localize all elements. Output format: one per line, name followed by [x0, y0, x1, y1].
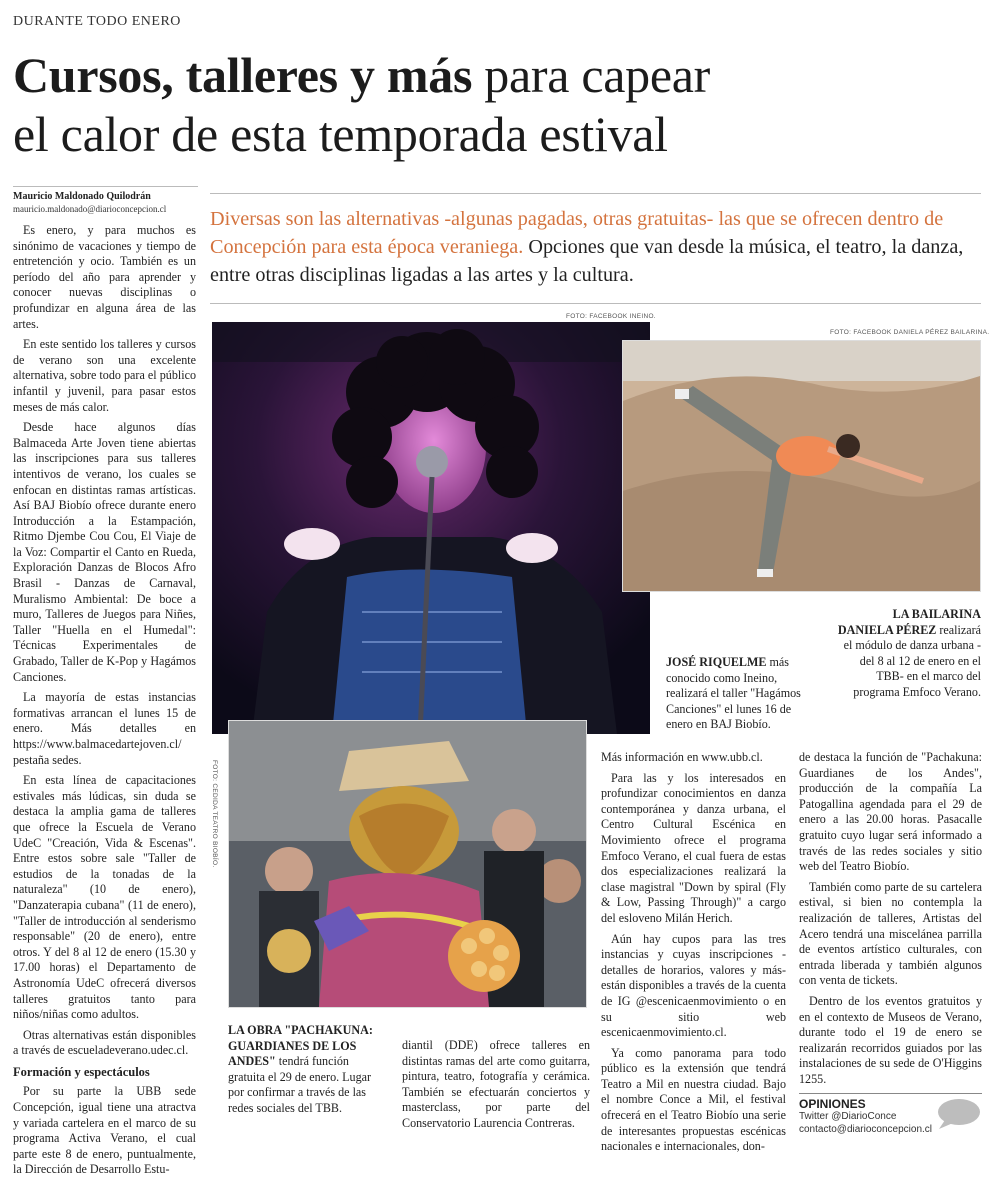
col4-paragraph: Dentro de los eventos gratuitos y en el contexto de Museos de Verano, durante todo el 19 de enero se realizarán recorridos guiados por las instalaciones de su sede de O'Higgins 1255.: [799, 993, 982, 1086]
headline: [13, 46, 993, 164]
byline-author: Mauricio Maldonado Quilodrán: [13, 191, 151, 202]
opiniones-twitter[interactable]: Twitter @DiarioConce: [799, 1111, 897, 1122]
col1-paragraph: En esta línea de capacitaciones estivales más lúdicas, sin duda se destaca la amplia gama de talleres que ofrece la Escuela de Verano UdeC "Creación, Vida & Escenas". Entre estos sobre sale "Taller de estudios de la tonadas de la naturaleza" (10 de enero), "Danzaterapia cubana" (11 de enero), "Taller de introducción al senderismo responsable" (20 de enero), entre otros. Y del 8 al 12 de enero (15.30 y 17.00 horas) el Departamento de Astronomía UdeC ofrecerá diversos talleres gratuitos tanto para niños/niñas como adultos.: [13, 773, 196, 1022]
lead-rest: Opciones que van desde la música, el teatro, la danza, entre otras disciplinas ligadas a las artes y la cultura.: [210, 236, 964, 286]
subheading: Formación y espectáculos: [13, 1064, 150, 1079]
col3-paragraph: Aún hay cupos para las tres instancias y cuyas inscripciones -detalles de horarios, valores y más- están disponibles a través de la cuenta de IG @escenicaenmovimiento o en su sitio web escenicaenmovimiento.cl.: [601, 931, 786, 1040]
headline-regular-2: el calor de esta temporada estival: [13, 106, 668, 162]
col3-paragraph: Para las y los interesados en profundizar conocimientos en danza contemporánea y danza urbana, el Centro Cultural Escénica en Movimiento ofrece el programa Emfoco Verano, el cual fuera de estas dos especializaciones realizará la clase magistral "Down by spiral (Fly & Low, Passing Through)" a cargo del esloveno Milán Herich.: [601, 770, 786, 925]
caption-pachakuna: [228, 1023, 378, 1117]
col4-paragraph: de destaca la función de "Pachakuna: Guardianes de los Andes", producción de la compañía La Patogallina agendada para el 29 de enero a las 20.00 horas. Pasacalle gratuito cuyo lugar será informado a través de las redes sociales y sitio web del Teatro Biobío.: [799, 750, 982, 874]
col1-paragraph: La mayoría de estas instancias formativas arrancan el lunes 15 de enero. Más detalles en https://www.balmacedartejoven.cl/ pestaña sedes.: [13, 690, 196, 767]
lead-bottom-rule: [210, 303, 981, 304]
column-4: [799, 750, 982, 1092]
col2-paragraph: diantil (DDE) ofrece talleres en distintas ramas del arte como guitarra, pintura, teatro, fotografía y cerámica. También se efectuarán conciertos y masterclass, por parte del Conservatorio Laurencia Contreras.: [402, 1038, 590, 1130]
lead-paragraph: [210, 205, 982, 289]
photo-singer: [212, 322, 650, 734]
col3-paragraph: Más información en www.ubb.cl.: [601, 750, 763, 764]
col1-paragraph: Desde hace algunos días Balmaceda Arte Joven tiene abiertas las inscripciones para sus talleres intentivos de verano, los cuales se enfocan en distintas ramas artísticas. Así BAJ Biobío ofrece durante enero Introducción a la Estampación, Ritmo Djembe Cou Cou, El Viaje de la Voz: Compartir el Canto en Rueda, Exploración Danzas de Blocos Afro Brasil - Danzas de Carnaval, Muralismo Ambiental: De boce a muro, Talleres de Juegos para Niñes, Taller "Huella en el Humedal": Técnicas Experimentales de Grabado, Taller de K-Pop y Hagámos Canciones.: [13, 420, 196, 684]
column-2-bottom: [402, 1038, 590, 1137]
photo-pachakuna: [228, 720, 587, 1008]
byline-email: mauricio.maldonado@diarioconcepcion.cl: [13, 204, 167, 214]
opiniones-rule: [799, 1093, 982, 1094]
caption-dancer-bold: LA BAILARINA DANIELA PÉREZ: [837, 607, 981, 637]
photo-credit: FOTO: CEDIDA TEATRO BIOBÍO.: [211, 760, 218, 868]
photo-credit: FOTO: FACEBOOK INEINO.: [566, 313, 656, 320]
section-kicker: DURANTE TODO ENERO: [13, 14, 181, 29]
column-3: [601, 750, 786, 1160]
caption-singer: [666, 655, 814, 733]
col1-paragraph: Es enero, y para muchos es sinónimo de vacaciones y tiempo de entretención y ocio. También es un período del año para aprender y conocer nuevas disciplinas o profundizar en alguna área de las artes.: [13, 223, 196, 331]
col1-paragraph: Por su parte la UBB sede Concepción, igual tiene una atractva y variada cartelera en el marco de su programa Activa Verano, el cual parte este 8 de enero, puntualmente, la Dirección de Desarrollo Estu-: [13, 1084, 196, 1177]
caption-dancer-text: realizará el módulo de danza urbana - del 8 al 12 de enero en el TBB- en el marco del programa Emfoco Verano.: [843, 622, 981, 699]
headline-bold: Cursos, talleres y más: [13, 47, 473, 103]
caption-pachakuna-bold: LA OBRA "PACHAKUNA: GUARDIANES DE LOS ANDES": [228, 1023, 373, 1069]
photo-dancer: [622, 340, 981, 592]
byline-rule: [13, 186, 198, 187]
speech-bubble-icon: [935, 1098, 981, 1130]
caption-dancer: [835, 607, 981, 701]
caption-singer-text: más conocido como Ineino, realizará el taller "Hagámos Canciones" el lunes 16 de enero en BAJ Biobío.: [666, 655, 801, 732]
caption-pachakuna-text: tendrá función gratuita el 29 de enero. Lugar por confirmar a través de las redes sociales del TBB.: [228, 1054, 372, 1115]
photo-credit: FOTO: FACEBOOK DANIELA PÉREZ BAILARINA.: [830, 329, 990, 336]
headline-regular-1: para capear: [472, 47, 710, 103]
lead-top-rule: [210, 193, 981, 194]
opiniones-title: OPINIONES: [799, 1097, 866, 1111]
opiniones-email[interactable]: contacto@diarioconcepcion.cl: [799, 1124, 933, 1135]
col1-paragraph: Otras alternativas están disponibles a través de escueladeverano.udec.cl.: [13, 1027, 196, 1058]
col3-paragraph: Ya como panorama para todo público es la extensión que tendrá Teatro a Mil en nuestra ciudad. Bajo el nombre Conce a Mil, el festival ofrecerá en el Teatro Biobío una serie de interesantes propuestas escénicas nacionales e internacionales, don-: [601, 1045, 786, 1154]
col4-paragraph: También como parte de su cartelera estival, si bien no contempla la realización de talleres, Artistas del Acero tendrá una miscelánea parrilla de eventos artístico culturales, con entrada liberada y también algunos con venta de tickets.: [799, 879, 982, 988]
column-1: [13, 223, 196, 1183]
caption-singer-bold: JOSÉ RIQUELME: [666, 655, 767, 669]
lead-accent: Diversas son las alternativas -algunas pagadas, otras gratuitas- las que se ofrecen dentro de Concepción para esta época veraniega.: [210, 208, 944, 258]
col1-paragraph: En este sentido los talleres y cursos de verano son una excelente alternativa, sobre todo para el público infantil y juvenil, para pasar estos meses de más calor.: [13, 337, 196, 414]
